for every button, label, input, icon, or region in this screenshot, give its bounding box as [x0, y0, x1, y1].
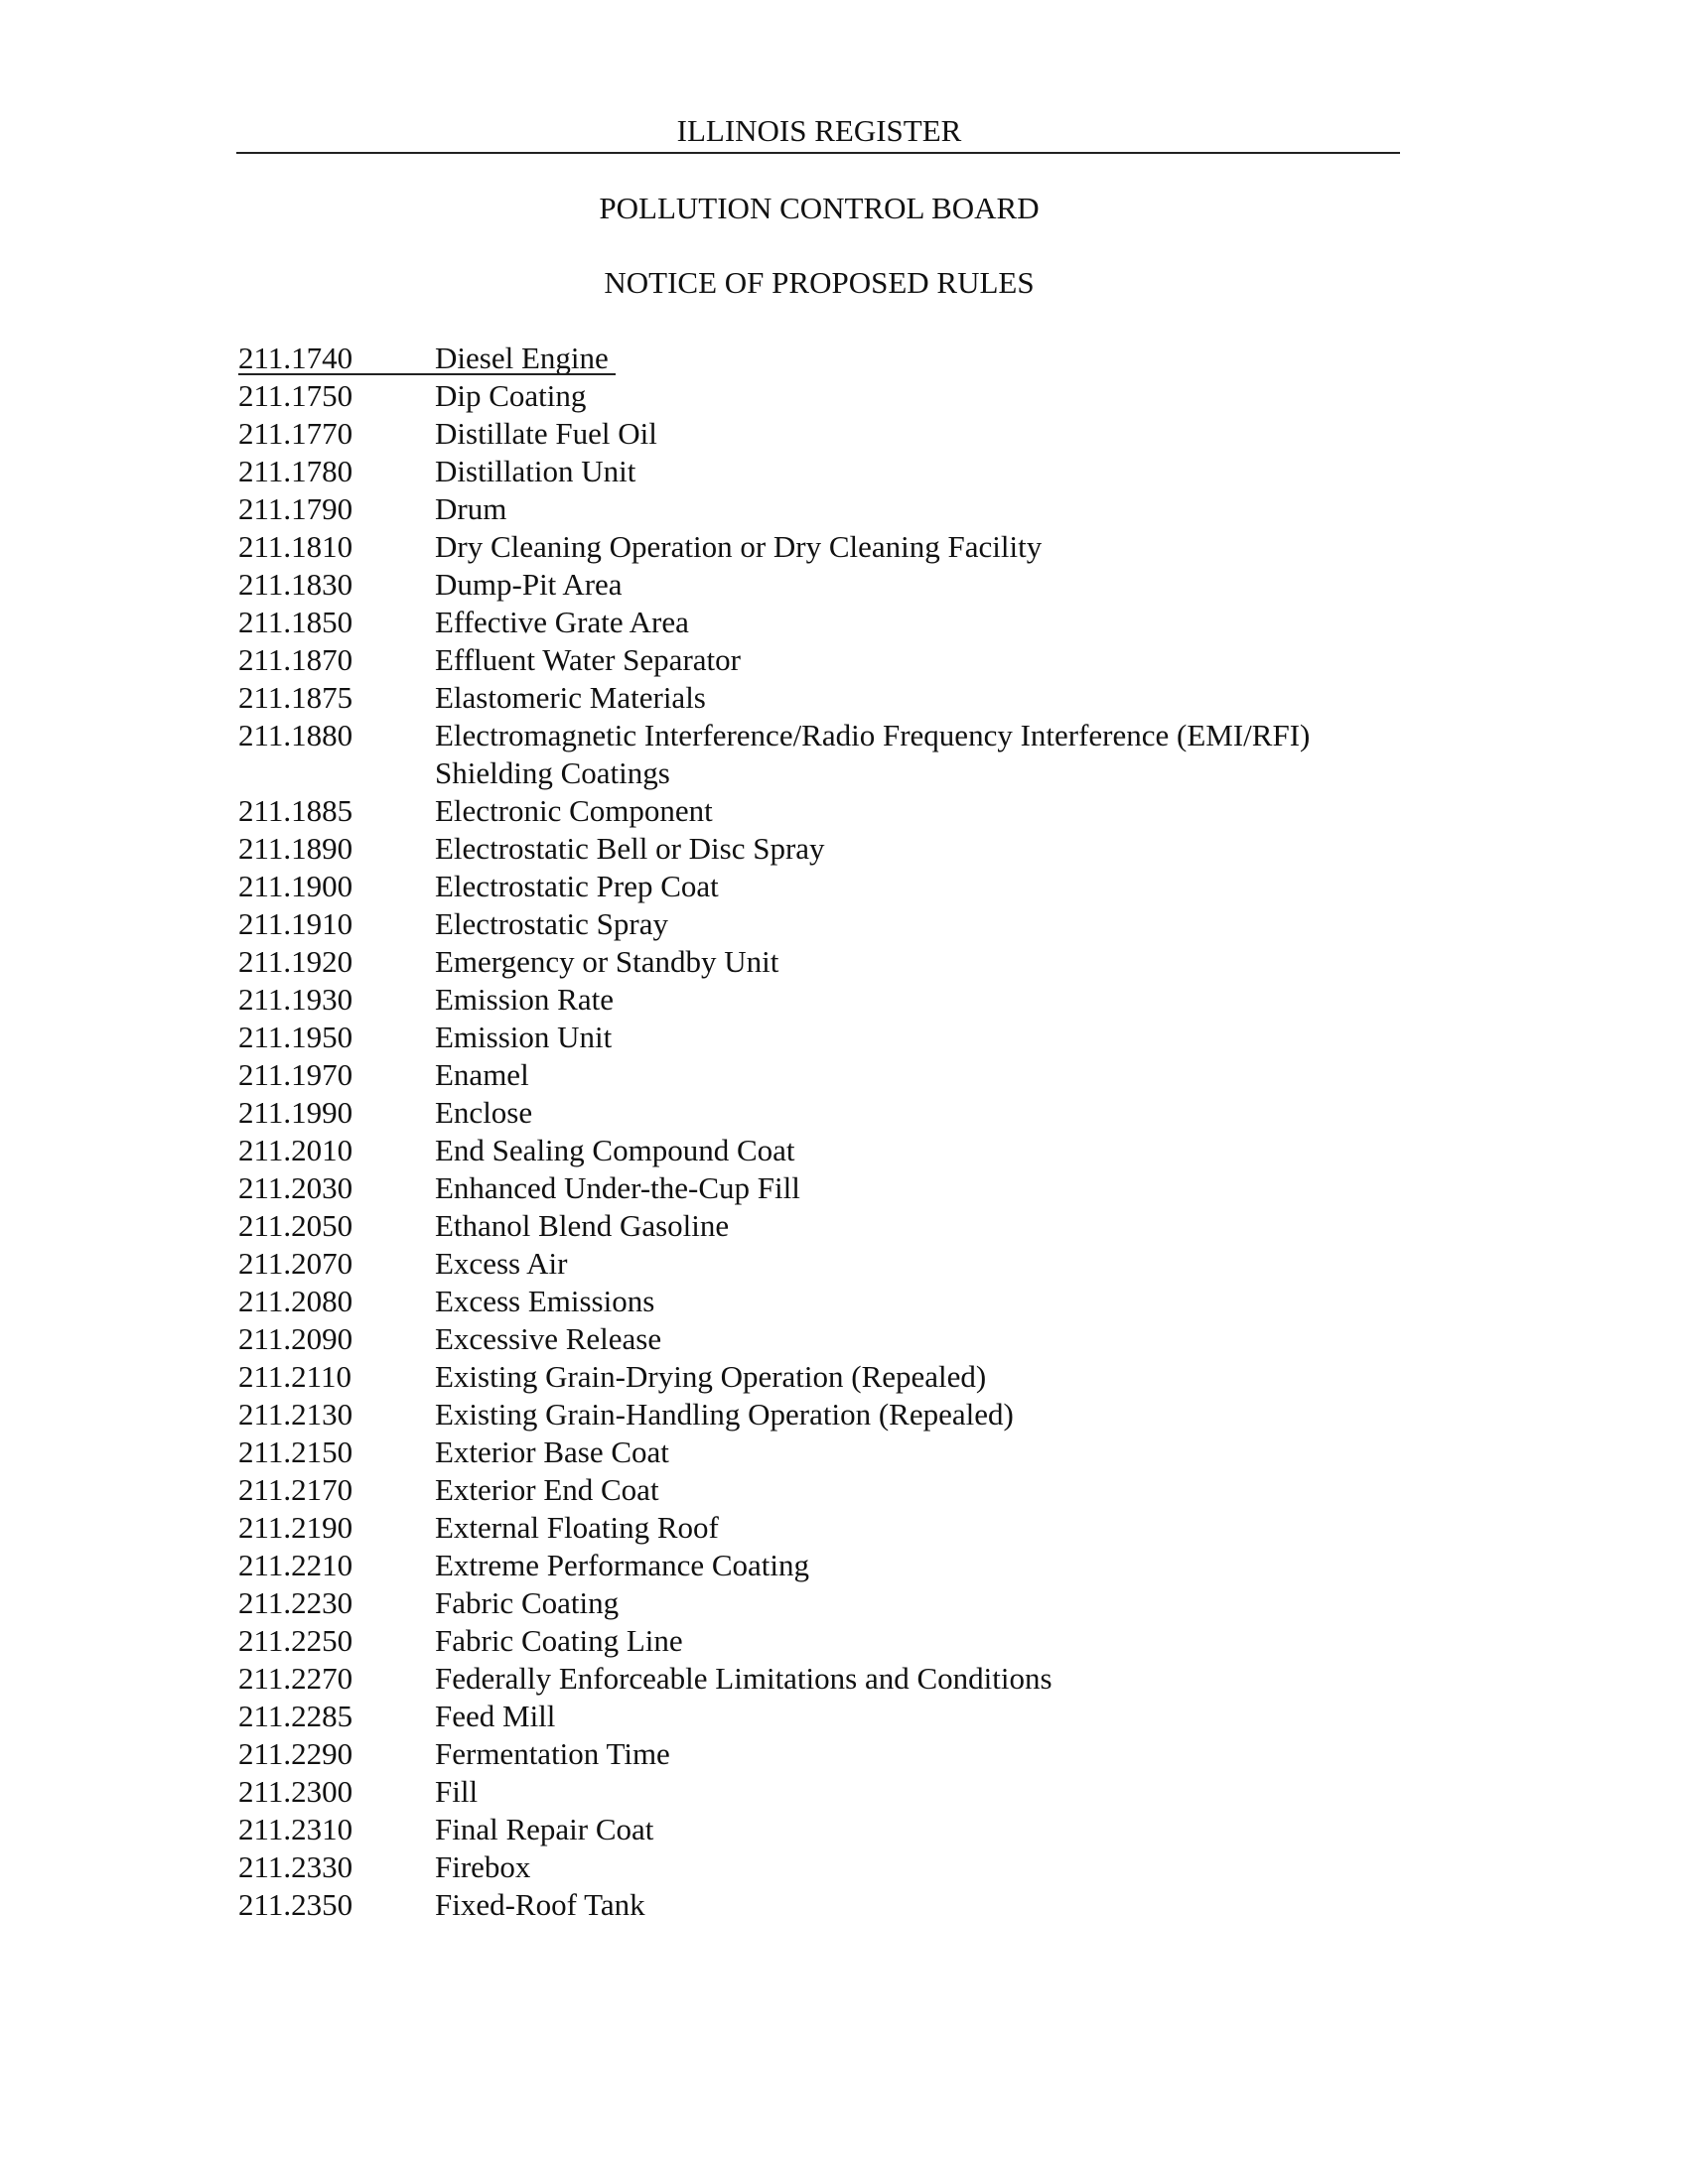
- section-number: 211.2230: [238, 1585, 353, 1620]
- section-row: [238, 566, 1410, 604]
- section-number: 211.1950: [238, 1020, 353, 1054]
- section-row: [238, 1358, 1410, 1396]
- section-title: Electrostatic Prep Coat: [435, 869, 719, 903]
- section-number: 211.2330: [238, 1849, 353, 1884]
- header-rule: [236, 152, 1400, 154]
- section-row: [238, 490, 1410, 528]
- section-title: Dry Cleaning Operation or Dry Cleaning Facility: [435, 529, 1043, 564]
- section-row: [238, 1094, 1410, 1132]
- section-title: External Floating Roof: [435, 1510, 719, 1545]
- section-title: Enhanced Under-the-Cup Fill: [435, 1170, 800, 1205]
- section-row: [238, 1245, 1410, 1283]
- section-number: 211.1880: [238, 718, 353, 752]
- section-number: 211.1830: [238, 567, 353, 602]
- section-title: Fixed-Roof Tank: [435, 1887, 645, 1922]
- section-title: Extreme Performance Coating: [435, 1548, 810, 1582]
- section-title: Dip Coating: [435, 378, 587, 413]
- section-row: [238, 377, 1410, 415]
- section-title: Exterior Base Coat: [435, 1434, 669, 1469]
- section-number: 211.2270: [238, 1661, 353, 1696]
- section-title: Elastomeric Materials: [435, 680, 706, 715]
- section-title: Effluent Water Separator: [435, 642, 741, 677]
- section-row: [238, 1169, 1410, 1207]
- section-row: [238, 1320, 1410, 1358]
- section-number: 211.1870: [238, 642, 353, 677]
- section-number: 211.2250: [238, 1623, 353, 1658]
- section-number: 211.1740: [238, 341, 353, 375]
- section-title: Dump-Pit Area: [435, 567, 623, 602]
- section-row: [238, 453, 1410, 490]
- section-row: [238, 604, 1410, 641]
- section-row: [238, 1471, 1410, 1509]
- section-title: Electrostatic Bell or Disc Spray: [435, 831, 825, 866]
- section-row: [238, 1584, 1410, 1622]
- section-number: 211.2110: [238, 1359, 351, 1394]
- section-number: 211.2170: [238, 1472, 353, 1507]
- section-row: [238, 981, 1410, 1019]
- section-title: Emission Rate: [435, 982, 614, 1017]
- first-row-underline: [238, 373, 616, 375]
- section-number: 211.1930: [238, 982, 353, 1017]
- section-title: Excess Emissions: [435, 1284, 655, 1318]
- section-row: [238, 943, 1410, 981]
- section-row: [238, 679, 1410, 717]
- section-title: Excessive Release: [435, 1321, 662, 1356]
- section-row: [238, 1848, 1410, 1886]
- section-row: [238, 340, 1410, 377]
- section-title: Effective Grate Area: [435, 605, 689, 639]
- section-number: 211.1850: [238, 605, 353, 639]
- agency-heading: POLLUTION CONTROL BOARD: [599, 191, 1040, 225]
- section-row: [238, 528, 1410, 566]
- section-row: [238, 868, 1410, 905]
- section-row: [238, 1735, 1410, 1773]
- section-title: Electrostatic Spray: [435, 906, 668, 941]
- section-title: Feed Mill: [435, 1699, 556, 1733]
- section-number: 211.2130: [238, 1397, 353, 1432]
- section-number: 211.1810: [238, 529, 353, 564]
- section-title: Enamel: [435, 1057, 529, 1092]
- section-number: 211.2030: [238, 1170, 353, 1205]
- section-number: 211.1910: [238, 906, 353, 941]
- section-number: 211.1900: [238, 869, 353, 903]
- section-title: Drum: [435, 491, 507, 526]
- section-title: Federally Enforceable Limitations and Conditions: [435, 1661, 1052, 1696]
- section-number: 211.1875: [238, 680, 353, 715]
- section-number: 211.2285: [238, 1699, 353, 1733]
- section-title: Final Repair Coat: [435, 1812, 654, 1846]
- section-row: [238, 1773, 1410, 1811]
- section-number: 211.2190: [238, 1510, 353, 1545]
- section-number: 211.1990: [238, 1095, 353, 1130]
- section-row: [238, 1283, 1410, 1320]
- section-list: [238, 340, 1410, 1924]
- section-title: Diesel Engine: [435, 341, 609, 375]
- section-row: [238, 1811, 1410, 1848]
- section-title: End Sealing Compound Coat: [435, 1133, 795, 1167]
- section-number: 211.1885: [238, 793, 353, 828]
- section-row: [238, 905, 1410, 943]
- section-row: [238, 1698, 1410, 1735]
- section-title: Fermentation Time: [435, 1736, 670, 1771]
- section-title: Distillation Unit: [435, 454, 636, 488]
- section-number: 211.2090: [238, 1321, 353, 1356]
- section-row: [238, 1056, 1410, 1094]
- section-row: [238, 1509, 1410, 1547]
- section-number: 211.1780: [238, 454, 353, 488]
- section-title: Distillate Fuel Oil: [435, 416, 657, 451]
- section-row: [238, 641, 1410, 679]
- section-number: 211.2290: [238, 1736, 353, 1771]
- notice-heading: NOTICE OF PROPOSED RULES: [604, 265, 1035, 300]
- section-title: Excess Air: [435, 1246, 568, 1281]
- section-title: Electromagnetic Interference/Radio Frequency Interference (EMI/RFI) Shielding Coatings: [435, 718, 1311, 790]
- section-title: Fill: [435, 1774, 479, 1809]
- section-number: 211.2150: [238, 1434, 353, 1469]
- section-title: Ethanol Blend Gasoline: [435, 1208, 730, 1243]
- section-number: 211.1920: [238, 944, 353, 979]
- section-number: 211.2050: [238, 1208, 353, 1243]
- section-row: [238, 1660, 1410, 1698]
- register-title: ILLINOIS REGISTER: [676, 113, 962, 148]
- section-row: [238, 717, 1410, 792]
- section-title: Firebox: [435, 1849, 531, 1884]
- section-title: Exterior End Coat: [435, 1472, 659, 1507]
- section-row: [238, 1396, 1410, 1433]
- section-number: 211.2300: [238, 1774, 353, 1809]
- section-row: [238, 830, 1410, 868]
- section-title: Existing Grain-Handling Operation (Repealed): [435, 1397, 1014, 1432]
- section-title: Fabric Coating Line: [435, 1623, 683, 1658]
- section-row: [238, 1622, 1410, 1660]
- section-title: Emergency or Standby Unit: [435, 944, 779, 979]
- section-title: Emission Unit: [435, 1020, 613, 1054]
- section-row: [238, 1019, 1410, 1056]
- section-number: 211.2070: [238, 1246, 353, 1281]
- section-number: 211.1770: [238, 416, 353, 451]
- section-row: [238, 1207, 1410, 1245]
- section-number: 211.1970: [238, 1057, 353, 1092]
- section-row: [238, 1433, 1410, 1471]
- section-number: 211.2310: [238, 1812, 353, 1846]
- section-number: 211.1790: [238, 491, 353, 526]
- section-title: Electronic Component: [435, 793, 713, 828]
- section-row: [238, 792, 1410, 830]
- section-number: 211.1750: [238, 378, 353, 413]
- section-number: 211.2350: [238, 1887, 353, 1922]
- section-number: 211.2080: [238, 1284, 353, 1318]
- section-row: [238, 415, 1410, 453]
- section-title: Fabric Coating: [435, 1585, 620, 1620]
- section-title: Enclose: [435, 1095, 533, 1130]
- section-row: [238, 1547, 1410, 1584]
- section-number: 211.1890: [238, 831, 353, 866]
- section-title: Existing Grain-Drying Operation (Repealed): [435, 1359, 987, 1394]
- section-number: 211.2210: [238, 1548, 353, 1582]
- section-number: 211.2010: [238, 1133, 353, 1167]
- section-row: [238, 1132, 1410, 1169]
- section-row: [238, 1886, 1410, 1924]
